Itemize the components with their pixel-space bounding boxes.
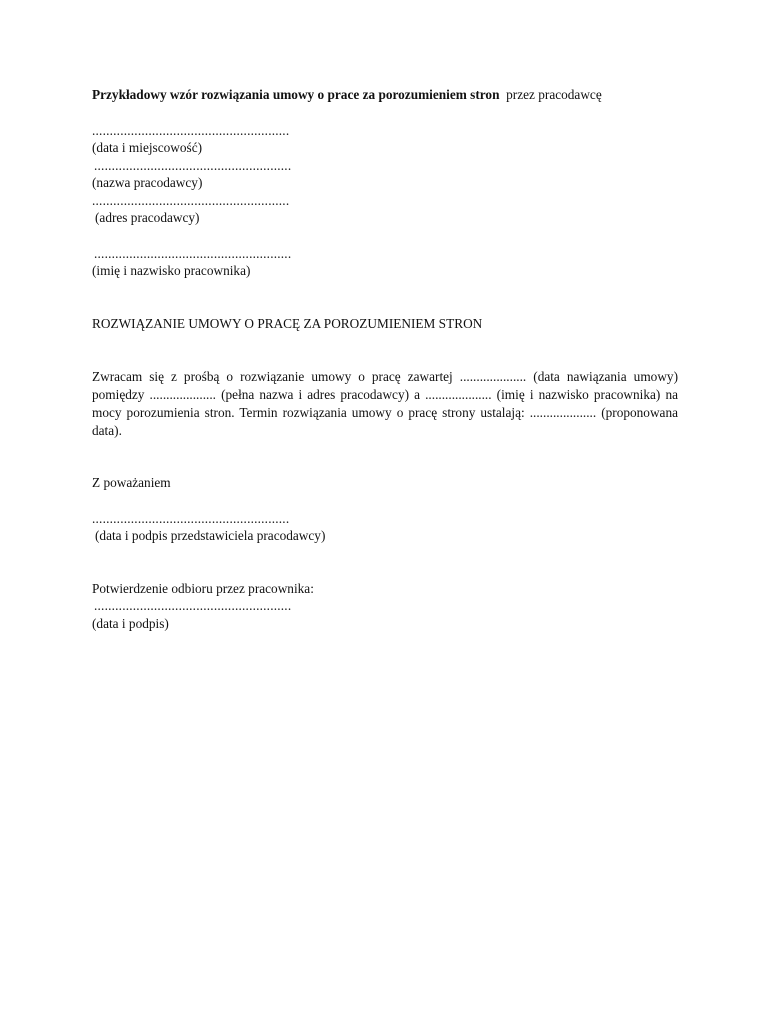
date-place-label: (data i miejscowość) [92, 140, 203, 155]
employee-name-label: (imię i nazwisko pracownika) [92, 263, 251, 278]
receipt-sign-label: (data i podpis) [92, 616, 169, 631]
signature-dots: ........................................................ [92, 511, 290, 526]
date-place-dots: ........................................................ [92, 123, 290, 138]
receipt-dots: ........................................................ [94, 598, 292, 613]
receipt-label: Potwierdzenie odbioru przez pracownika: [92, 581, 314, 596]
document-title-bold: Przykładowy wzór rozwiązania umowy o prace za porozumieniem stron [92, 87, 500, 102]
document-heading: ROZWIĄZANIE UMOWY O PRACĘ ZA POROZUMIENIEM STRON [92, 316, 483, 331]
employer-address-dots: ........................................................ [92, 193, 290, 208]
document-title [92, 86, 602, 103]
employee-name-dots: ........................................................ [94, 246, 292, 261]
employer-address-label: (adres pracodawcy) [95, 210, 200, 225]
employer-name-label: (nazwa pracodawcy) [92, 175, 203, 190]
document-page [92, 0, 678, 1024]
signature-label: (data i podpis przedstawiciela pracodawcy) [95, 528, 326, 543]
document-title-rest: przez pracodawcę [506, 87, 602, 102]
employer-name-dots: ........................................................ [94, 158, 292, 173]
body-paragraph: Zwracam się z prośbą o rozwiązanie umowy o pracę zawartej .................... (data nawiązania umowy) pomiędzy .................... (pełna nazwa i adres pracodawcy) a .................... (imię i nazwisko pracownika) na mocy porozumienia stron. Termin rozwiązania umowy o pracę strony ustalają: .................... (proponowana data). [92, 369, 678, 438]
closing-text: Z poważaniem [92, 475, 171, 490]
